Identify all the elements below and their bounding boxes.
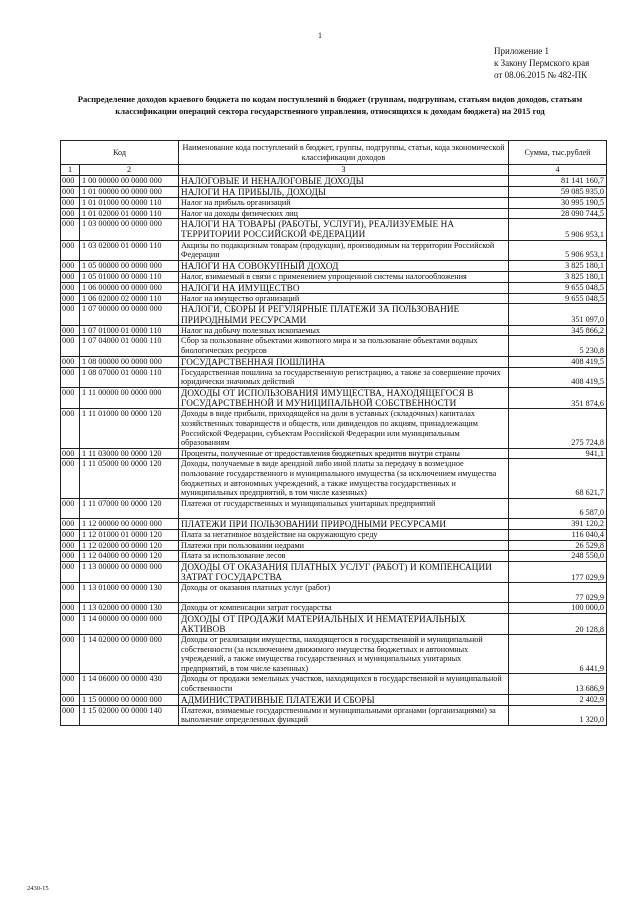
- amount-cell: 2 402,9: [509, 694, 607, 705]
- amount-cell: 20 128,8: [509, 613, 607, 634]
- amount-cell: 9 655 048,5: [509, 282, 607, 293]
- amount-cell: 13 686,9: [509, 674, 607, 694]
- income-code-cell: 1 03 02000 01 0000 110: [80, 240, 179, 260]
- admin-code-cell: 000: [61, 498, 80, 518]
- admin-code-cell: 000: [61, 175, 80, 186]
- income-name-cell: ПЛАТЕЖИ ПРИ ПОЛЬЗОВАНИИ ПРИРОДНЫМИ РЕСУРСАМИ: [179, 518, 509, 529]
- admin-code-cell: 000: [61, 356, 80, 367]
- admin-code-cell: 000: [61, 603, 80, 614]
- income-name-cell: Доходы от продажи земельных участков, находящихся в государственной и муниципальной собственности: [179, 674, 509, 694]
- income-code-cell: 1 08 07000 01 0000 110: [80, 367, 179, 387]
- table-row: [61, 409, 607, 448]
- amount-cell: 177 029,9: [509, 561, 607, 582]
- admin-code-cell: 000: [61, 260, 80, 271]
- income-code-cell: 1 00 00000 00 0000 000: [80, 175, 179, 186]
- admin-code-cell: 000: [61, 282, 80, 293]
- income-code-cell: 1 12 00000 00 0000 000: [80, 518, 179, 529]
- income-name-cell: Платежи, взимаемые государственными и муниципальными органами (организациями) за выполнение определенных функций: [179, 705, 509, 725]
- table-row: [61, 540, 607, 551]
- income-code-cell: 1 15 02000 00 0000 140: [80, 705, 179, 725]
- amount-cell: 3 825 180,1: [509, 260, 607, 271]
- amount-cell: 5 906 953,1: [509, 219, 607, 240]
- amount-cell: 5 906 953,1: [509, 240, 607, 260]
- table-row: [61, 293, 607, 304]
- income-code-cell: 1 06 00000 00 0000 000: [80, 282, 179, 293]
- admin-code-cell: 000: [61, 208, 80, 219]
- income-name-cell: ДОХОДЫ ОТ ОКАЗАНИЯ ПЛАТНЫХ УСЛУГ (РАБОТ) И КОМПЕНСАЦИИ ЗАТРАТ ГОСУДАРСТВА: [179, 561, 509, 582]
- income-code-cell: 1 07 01000 01 0000 110: [80, 325, 179, 336]
- income-name-cell: Налог, взимаемый в связи с применением упрощенной системы налогообложения: [179, 271, 509, 282]
- admin-code-cell: 000: [61, 219, 80, 240]
- table-row: [61, 603, 607, 614]
- income-code-cell: 1 15 00000 00 0000 000: [80, 694, 179, 705]
- income-code-cell: 1 11 01000 00 0000 120: [80, 409, 179, 448]
- table-row: [61, 551, 607, 562]
- income-code-cell: 1 12 02000 00 0000 120: [80, 540, 179, 551]
- income-code-cell: 1 07 00000 00 0000 000: [80, 304, 179, 325]
- budget-table: [60, 140, 607, 726]
- income-name-cell: Доходы в виде прибыли, приходящейся на доли в уставных (складочных) капиталах хозяйственных товариществ и обществ, или дивидендов по акциям, принадлежащим Российской Федерации, субъектам Российской Федерации или муниципальным образованиям: [179, 409, 509, 448]
- income-code-cell: 1 01 02000 01 0000 110: [80, 208, 179, 219]
- header-sum: Сумма, тыс.рублей: [509, 141, 607, 165]
- income-name-cell: ДОХОДЫ ОТ ПРОДАЖИ МАТЕРИАЛЬНЫХ И НЕМАТЕРИАЛЬНЫХ АКТИВОВ: [179, 613, 509, 634]
- amount-cell: 5 230,8: [509, 336, 607, 356]
- page-number: 1: [318, 31, 322, 40]
- header-code: Код: [61, 141, 179, 165]
- admin-code-cell: 000: [61, 304, 80, 325]
- document-title: Распределение доходов краевого бюджета по кодам поступлений в бюджет (группам, подгруппам, статьям видов доходов, статьям классификации операций сектора государственного управления, относящихся к доходам бюджета) на 2015 год: [77, 94, 583, 116]
- income-code-cell: 1 01 01000 00 0000 110: [80, 198, 179, 209]
- income-code-cell: 1 11 07000 00 0000 120: [80, 498, 179, 518]
- amount-cell: 9 655 048,5: [509, 293, 607, 304]
- amount-cell: 1 320,0: [509, 705, 607, 725]
- income-code-cell: 1 06 02000 02 0000 110: [80, 293, 179, 304]
- admin-code-cell: 000: [61, 293, 80, 304]
- admin-code-cell: 000: [61, 540, 80, 551]
- income-code-cell: 1 05 01000 00 0000 110: [80, 271, 179, 282]
- income-name-cell: АДМИНИСТРАТИВНЫЕ ПЛАТЕЖИ И СБОРЫ: [179, 694, 509, 705]
- table-row: [61, 186, 607, 197]
- income-name-cell: НАЛОГИ НА ПРИБЫЛЬ, ДОХОДЫ: [179, 186, 509, 197]
- income-name-cell: НАЛОГОВЫЕ И НЕНАЛОГОВЫЕ ДОХОДЫ: [179, 175, 509, 186]
- table-row: [61, 674, 607, 694]
- amount-cell: 6 441,9: [509, 635, 607, 674]
- income-name-cell: Доходы от реализации имущества, находящегося в государственной и муниципальной собственности (за исключением движимого имущества бюджетных и автономных учреждений, а также имущества государственных и муниципальных унитарных предприятий, в том числе казенных): [179, 635, 509, 674]
- income-code-cell: 1 13 01000 00 0000 130: [80, 583, 179, 603]
- table-row: [61, 219, 607, 240]
- income-name-cell: НАЛОГИ НА СОВОКУПНЫЙ ДОХОД: [179, 260, 509, 271]
- table-row: [61, 613, 607, 634]
- amount-cell: 77 029,9: [509, 583, 607, 603]
- amount-cell: 6 587,0: [509, 498, 607, 518]
- income-name-cell: Налог на доходы физических лиц: [179, 208, 509, 219]
- table-row: [61, 260, 607, 271]
- table-row: [61, 367, 607, 387]
- table-row: [61, 387, 607, 408]
- income-code-cell: 1 07 04000 01 0000 110: [80, 336, 179, 356]
- table-row: [61, 240, 607, 260]
- amount-cell: 28 090 744,5: [509, 208, 607, 219]
- income-code-cell: 1 12 01000 01 0000 120: [80, 529, 179, 540]
- income-name-cell: НАЛОГИ НА ИМУЩЕСТВО: [179, 282, 509, 293]
- appendix-date: от 08.06.2015 № 482-ПК: [494, 70, 588, 80]
- admin-code-cell: 000: [61, 240, 80, 260]
- table-row: [61, 304, 607, 325]
- table-row: [61, 529, 607, 540]
- appendix-label: Приложение 1: [494, 46, 550, 56]
- amount-cell: 351 874,6: [509, 387, 607, 408]
- admin-code-cell: 000: [61, 551, 80, 562]
- amount-cell: 408 419,5: [509, 367, 607, 387]
- income-code-cell: 1 14 02000 00 0000 000: [80, 635, 179, 674]
- income-name-cell: Сбор за пользование объектами животного мира и за пользование объектами водных биологических ресурсов: [179, 336, 509, 356]
- income-code-cell: 1 11 03000 00 0000 120: [80, 448, 179, 459]
- amount-cell: 391 120,2: [509, 518, 607, 529]
- admin-code-cell: 000: [61, 583, 80, 603]
- admin-code-cell: 000: [61, 518, 80, 529]
- income-code-cell: 1 13 00000 00 0000 000: [80, 561, 179, 582]
- table-row: [61, 271, 607, 282]
- table-row: [61, 336, 607, 356]
- income-code-cell: 1 05 00000 00 0000 000: [80, 260, 179, 271]
- admin-code-cell: 000: [61, 186, 80, 197]
- income-name-cell: ДОХОДЫ ОТ ИСПОЛЬЗОВАНИЯ ИМУЩЕСТВА, НАХОДЯЩЕГОСЯ В ГОСУДАРСТВЕННОЙ И МУНИЦИПАЛЬНОЙ СОБСТВЕННОСТИ: [179, 387, 509, 408]
- amount-cell: 59 085 935,0: [509, 186, 607, 197]
- table-row: [61, 694, 607, 705]
- table-row: [61, 356, 607, 367]
- col-number-2: 2: [80, 165, 179, 176]
- col-number-1: 1: [61, 165, 80, 176]
- table-header: [61, 141, 607, 176]
- admin-code-cell: 000: [61, 529, 80, 540]
- amount-cell: 81 141 160,7: [509, 175, 607, 186]
- income-name-cell: НАЛОГИ НА ТОВАРЫ (РАБОТЫ, УСЛУГИ), РЕАЛИЗУЕМЫЕ НА ТЕРРИТОРИИ РОССИЙСКОЙ ФЕДЕРАЦИИ: [179, 219, 509, 240]
- amount-cell: 275 724,8: [509, 409, 607, 448]
- amount-cell: 3 825 180,1: [509, 271, 607, 282]
- amount-cell: 68 621,7: [509, 459, 607, 498]
- amount-cell: 116 040,4: [509, 529, 607, 540]
- admin-code-cell: 000: [61, 387, 80, 408]
- income-name-cell: НАЛОГИ, СБОРЫ И РЕГУЛЯРНЫЕ ПЛАТЕЖИ ЗА ПОЛЬЗОВАНИЕ ПРИРОДНЫМИ РЕСУРСАМИ: [179, 304, 509, 325]
- table-row: [61, 498, 607, 518]
- income-name-cell: Доходы от компенсации затрат государства: [179, 603, 509, 614]
- income-code-cell: 1 12 04000 00 0000 120: [80, 551, 179, 562]
- table-row: [61, 208, 607, 219]
- income-name-cell: ГОСУДАРСТВЕННАЯ ПОШЛИНА: [179, 356, 509, 367]
- amount-cell: 941,1: [509, 448, 607, 459]
- income-name-cell: Платежи при пользовании недрами: [179, 540, 509, 551]
- admin-code-cell: 000: [61, 198, 80, 209]
- admin-code-cell: 000: [61, 694, 80, 705]
- income-name-cell: Акцизы по подакцизным товарам (продукции), производимым на территории Российской Федерации: [179, 240, 509, 260]
- income-name-cell: Доходы от оказания платных услуг (работ): [179, 583, 509, 603]
- amount-cell: 100 000,0: [509, 603, 607, 614]
- admin-code-cell: 000: [61, 635, 80, 674]
- income-name-cell: Платежи от государственных и муниципальных унитарных предприятий: [179, 498, 509, 518]
- table-row: [61, 518, 607, 529]
- income-name-cell: Проценты, полученные от предоставления бюджетных кредитов внутри страны: [179, 448, 509, 459]
- admin-code-cell: 000: [61, 613, 80, 634]
- table-row: [61, 561, 607, 582]
- table-row: [61, 583, 607, 603]
- footer-code: 2430-15: [27, 885, 49, 892]
- appendix-block: [494, 45, 589, 81]
- admin-code-cell: 000: [61, 336, 80, 356]
- amount-cell: 248 550,0: [509, 551, 607, 562]
- admin-code-cell: 000: [61, 561, 80, 582]
- admin-code-cell: 000: [61, 271, 80, 282]
- admin-code-cell: 000: [61, 448, 80, 459]
- table-row: [61, 459, 607, 498]
- income-code-cell: 1 01 00000 00 0000 000: [80, 186, 179, 197]
- table-body: [61, 175, 607, 725]
- income-name-cell: Налог на прибыль организаций: [179, 198, 509, 209]
- income-code-cell: 1 08 00000 00 0000 000: [80, 356, 179, 367]
- admin-code-cell: 000: [61, 367, 80, 387]
- income-name-cell: Плата за негативное воздействие на окружающую среду: [179, 529, 509, 540]
- admin-code-cell: 000: [61, 325, 80, 336]
- admin-code-cell: 000: [61, 674, 80, 694]
- col-number-3: 3: [179, 165, 509, 176]
- table-row: [61, 325, 607, 336]
- income-code-cell: 1 11 05000 00 0000 120: [80, 459, 179, 498]
- admin-code-cell: 000: [61, 409, 80, 448]
- amount-cell: 26 529,8: [509, 540, 607, 551]
- amount-cell: 345 866,2: [509, 325, 607, 336]
- income-name-cell: Налог на добычу полезных ископаемых: [179, 325, 509, 336]
- income-code-cell: 1 13 02000 00 0000 130: [80, 603, 179, 614]
- table-row: [61, 705, 607, 725]
- income-name-cell: Налог на имущество организаций: [179, 293, 509, 304]
- appendix-law: к Закону Пермского края: [494, 58, 590, 68]
- admin-code-cell: 000: [61, 705, 80, 725]
- table-row: [61, 282, 607, 293]
- table-row: [61, 175, 607, 186]
- col-number-4: 4: [509, 165, 607, 176]
- income-code-cell: 1 03 00000 00 0000 000: [80, 219, 179, 240]
- income-name-cell: Государственная пошлина за государственную регистрацию, а также за совершение прочих юридически значимых действий: [179, 367, 509, 387]
- table-row: [61, 448, 607, 459]
- amount-cell: 408 419,5: [509, 356, 607, 367]
- admin-code-cell: 000: [61, 459, 80, 498]
- income-name-cell: Плата за использование лесов: [179, 551, 509, 562]
- table-row: [61, 635, 607, 674]
- income-name-cell: Доходы, получаемые в виде арендной либо иной платы за передачу в возмездное пользование государственного и муниципального имущества (за исключением имущества бюджетных и автономных учреждений, а также имущества государственных и муниципальных предприятий, в том числе казенных): [179, 459, 509, 498]
- income-code-cell: 1 14 00000 00 0000 000: [80, 613, 179, 634]
- income-code-cell: 1 11 00000 00 0000 000: [80, 387, 179, 408]
- amount-cell: 351 097,0: [509, 304, 607, 325]
- amount-cell: 30 995 190,5: [509, 198, 607, 209]
- income-code-cell: 1 14 06000 00 0000 430: [80, 674, 179, 694]
- table-row: [61, 198, 607, 209]
- header-name: Наименование кода поступлений в бюджет, группы, подгруппы, статьи, кода экономической классификации доходов: [179, 141, 509, 165]
